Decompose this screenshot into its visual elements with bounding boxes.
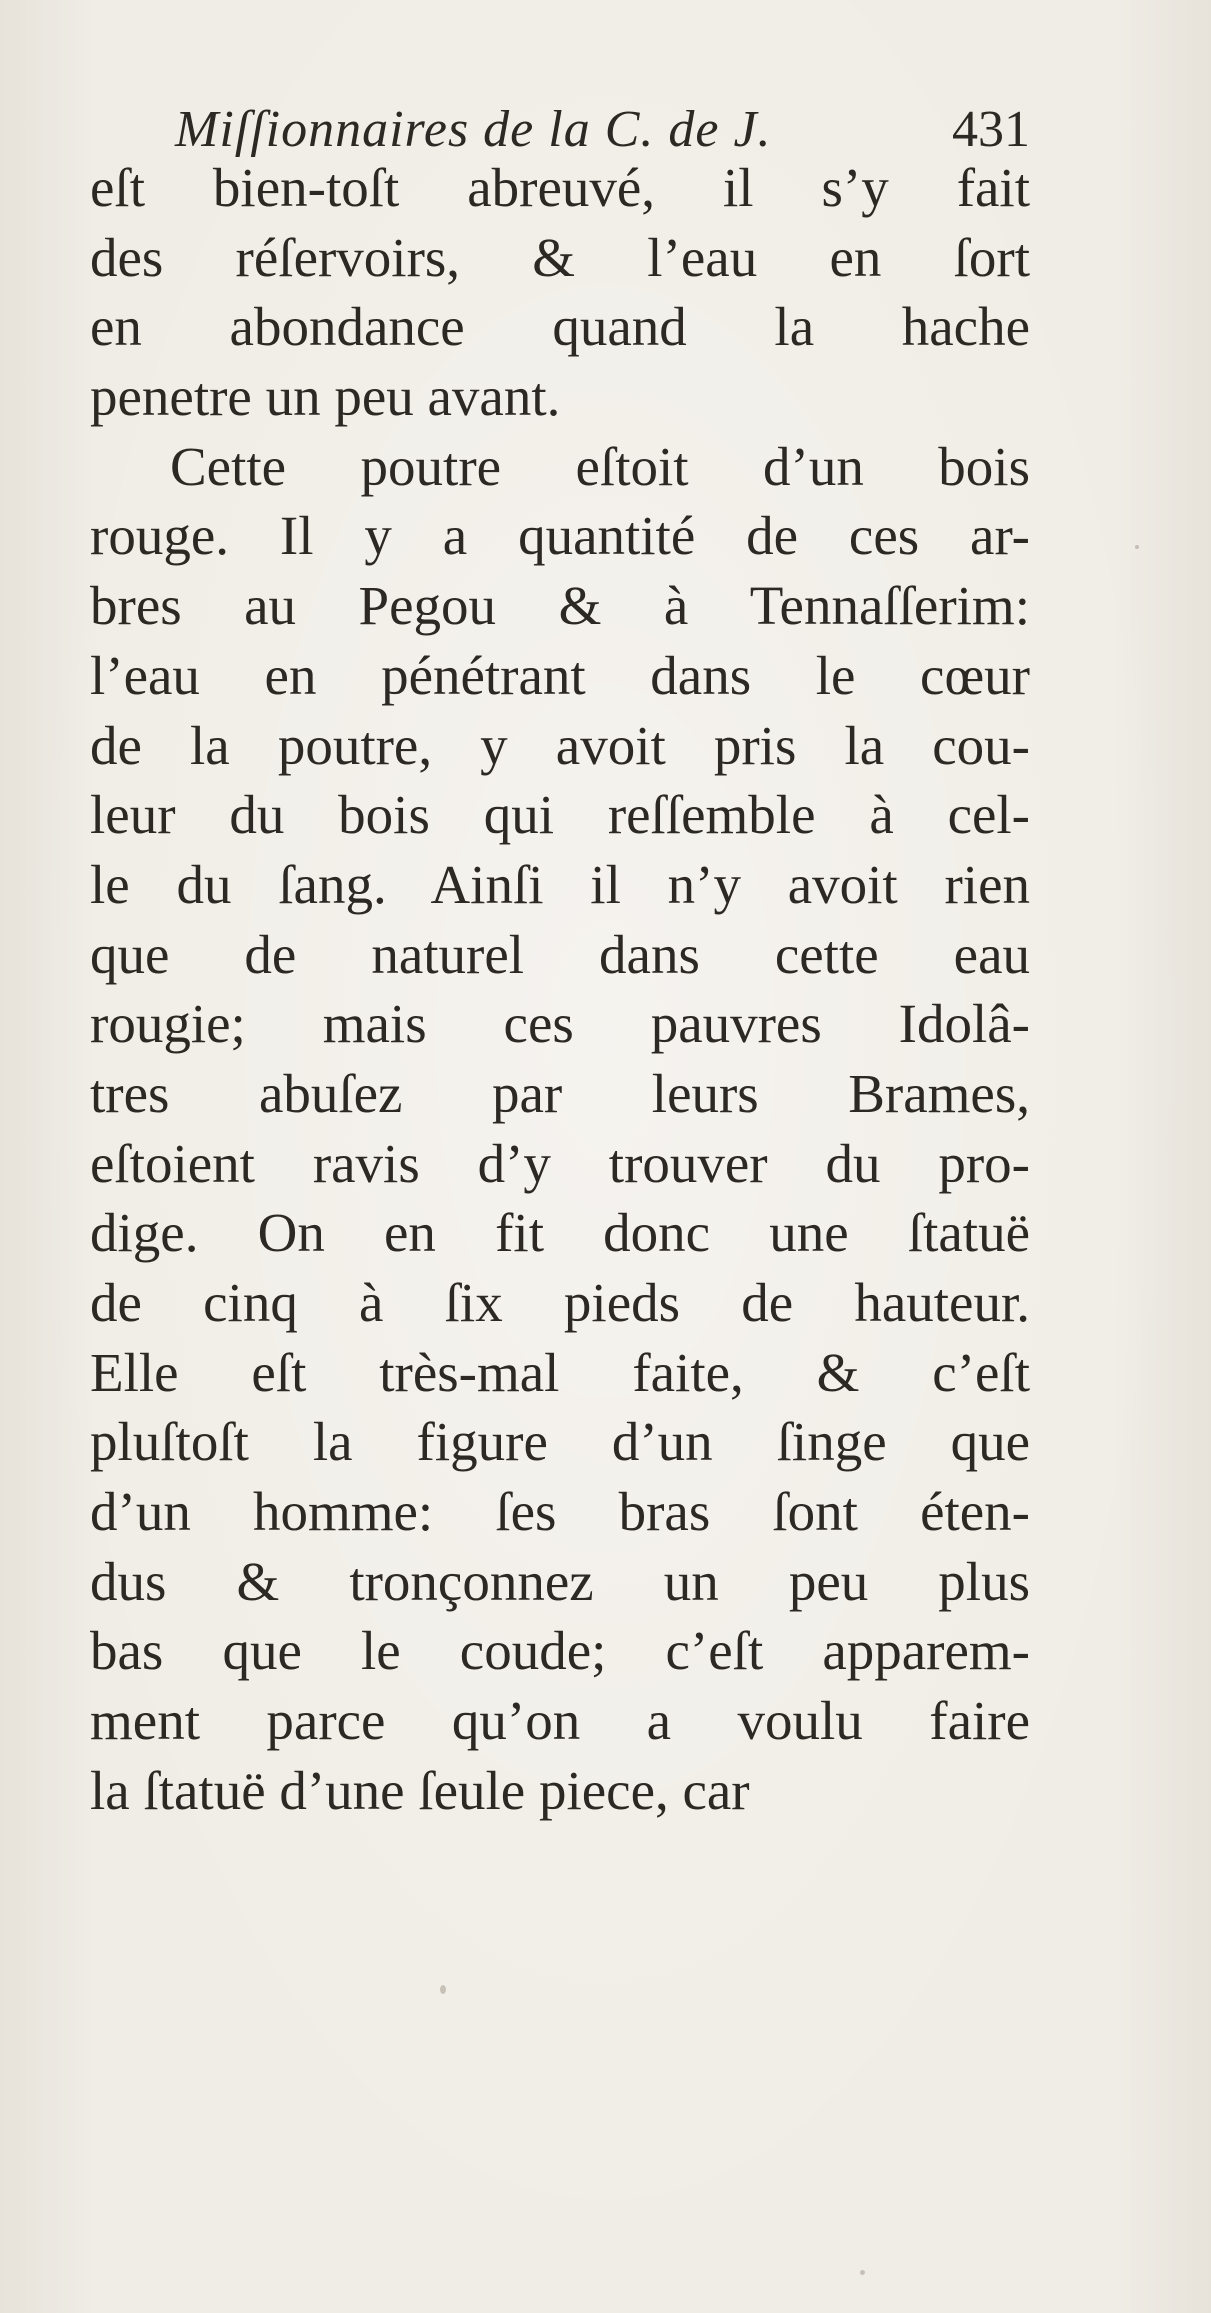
text-line: rougie; mais ces pauvres Idolâ-: [90, 993, 1030, 1055]
text-line: de la poutre, y avoit pris la cou-: [90, 714, 1030, 776]
text-line: le du ſang. Ainſi il n’y avoit rien: [90, 853, 1030, 915]
text-line: dige. On en fit donc une ſtatuë: [90, 1202, 1030, 1264]
text-line: la ſtatuë d’une ſeule piece, car: [90, 1759, 750, 1821]
text-line: en abondance quand la hache: [90, 296, 1030, 358]
text-line: d’un homme: ſes bras ſont éten-: [90, 1481, 1030, 1543]
paper-speck: [440, 1985, 446, 1994]
paper-speck: [1135, 545, 1139, 549]
text-line: des réſervoirs, & l’eau en ſort: [90, 226, 1030, 288]
text-line: bas que le coude; c’eſt apparem-: [90, 1620, 1030, 1682]
text-line: Elle eſt très-mal faite, & c’eſt: [90, 1341, 1030, 1403]
text-line: ment parce qu’on a voulu faire: [90, 1690, 1030, 1752]
text-line: penetre un peu avant.: [90, 366, 561, 428]
text-line: eſt bien-toſt abreuvé, il s’y fait: [90, 157, 1030, 218]
text-line: eſtoient ravis d’y trouver du pro-: [90, 1132, 1030, 1194]
text-line: bres au Pegou & à Tennaſſerim:: [90, 575, 1030, 637]
text-line: rouge. Il y a quantité de ces ar-: [90, 505, 1030, 567]
page-number: 431: [952, 101, 1030, 158]
text-line: l’eau en pénétrant dans le cœur: [90, 644, 1030, 706]
text-line: dus & tronçonnez un peu plus: [90, 1550, 1030, 1612]
text-line: tres abuſez par leurs Brames,: [90, 1062, 1030, 1124]
paper-speck: [860, 2270, 865, 2275]
running-head: Miſſionnaires de la C. de J.: [175, 101, 772, 158]
text-line: que de naturel dans cette eau: [90, 923, 1030, 985]
text-line: de cinq à ſix pieds de hauteur.: [90, 1272, 1030, 1333]
text-line: pluſtoſt la figure d’un ſinge que: [90, 1411, 1030, 1473]
text-line: Cette poutre eſtoit d’un bois: [170, 435, 1030, 497]
body-text: [90, 153, 1030, 1826]
text-line: leur du bois qui reſſemble à cel-: [90, 784, 1030, 846]
